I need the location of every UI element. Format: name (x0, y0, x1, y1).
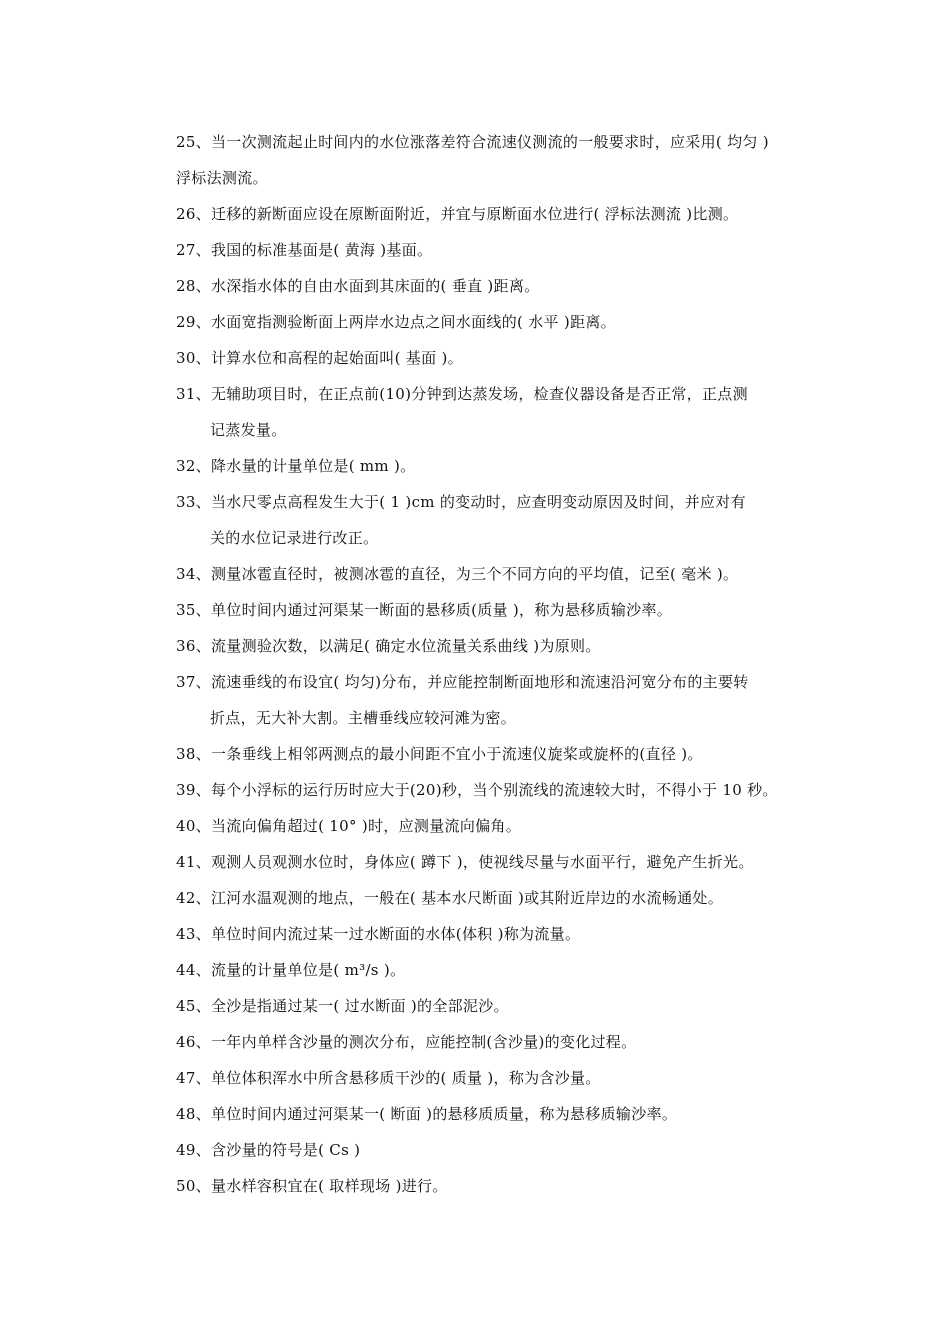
question-31-line-1: 31、无辅助项目时，在正点前(10)分钟到达蒸发场，检查仪器设备是否正常，正点测 (176, 385, 748, 403)
question-40: 40、当流向偏角超过( 10° )时，应测量流向偏角。 (176, 817, 522, 835)
question-44: 44、流量的计量单位是( m³/s )。 (176, 961, 406, 979)
question-27: 27、我国的标准基面是( 黄海 )基面。 (176, 241, 433, 259)
question-33-line-2: 关的水位记录进行改正。 (210, 529, 379, 547)
question-46: 46、一年内单样含沙量的测次分布，应能控制(含沙量)的变化过程。 (176, 1033, 637, 1051)
question-42: 42、江河水温观测的地点，一般在( 基本水尺断面 )或其附近岸边的水流畅通处。 (176, 889, 724, 907)
question-35: 35、单位时间内通过河渠某一断面的悬移质(质量 )，称为悬移质输沙率。 (176, 601, 673, 619)
question-29: 29、水面宽指测验断面上两岸水边点之间水面线的( 水平 )距离。 (176, 313, 616, 331)
question-43: 43、单位时间内流过某一过水断面的水体(体积 )称为流量。 (176, 925, 581, 943)
question-45: 45、全沙是指通过某一( 过水断面 )的全部泥沙。 (176, 997, 509, 1015)
question-25-line-2: 浮标法测流。 (176, 169, 268, 187)
question-50: 50、量水样容积宜在( 取样现场 )进行。 (176, 1177, 448, 1195)
question-30: 30、计算水位和高程的起始面叫( 基面 )。 (176, 349, 463, 367)
question-41: 41、观测人员观测水位时，身体应( 蹲下 )，使视线尽量与水面平行，避免产生折光。 (176, 853, 754, 871)
question-38: 38、一条垂线上相邻两测点的最小间距不宜小于流速仪旋桨或旋杯的(直径 )。 (176, 745, 703, 763)
question-26: 26、迁移的新断面应设在原断面附近，并宜与原断面水位进行( 浮标法测流 )比测。 (176, 205, 739, 223)
question-39: 39、每个小浮标的运行历时应大于(20)秒，当个别流线的流速较大时，不得小于 10 秒。 (176, 781, 778, 799)
question-25-line-1: 25、当一次测流起止时间内的水位涨落差符合流速仪测流的一般要求时，应采用( 均匀 ) (176, 133, 769, 151)
question-28: 28、水深指水体的自由水面到其床面的( 垂直 )距离。 (176, 277, 540, 295)
question-37-line-2: 折点，无大补大割。主槽垂线应较河滩为密。 (210, 709, 517, 727)
question-49: 49、含沙量的符号是( Cs ) (176, 1141, 361, 1159)
question-36: 36、流量测验次数，以满足( 确定水位流量关系曲线 )为原则。 (176, 637, 601, 655)
question-32: 32、降水量的计量单位是( mm )。 (176, 457, 416, 475)
question-list (176, 124, 826, 1204)
question-37-line-1: 37、流速垂线的布设宜( 均匀)分布，并应能控制断面地形和流速沿河宽分布的主要转 (176, 673, 749, 691)
question-34: 34、测量冰雹直径时，被测冰雹的直径，为三个不同方向的平均值，记至( 毫米 )。 (176, 565, 739, 583)
question-33-line-1: 33、当水尺零点高程发生大于( 1 )cm 的变动时，应查明变动原因及时间，并应对有 (176, 493, 746, 511)
question-47: 47、单位体积浑水中所含悬移质干沙的( 质量 )，称为含沙量。 (176, 1069, 601, 1087)
question-48: 48、单位时间内通过河渠某一( 断面 )的悬移质质量，称为悬移质输沙率。 (176, 1105, 678, 1123)
question-31-line-2: 记蒸发量。 (210, 421, 287, 439)
